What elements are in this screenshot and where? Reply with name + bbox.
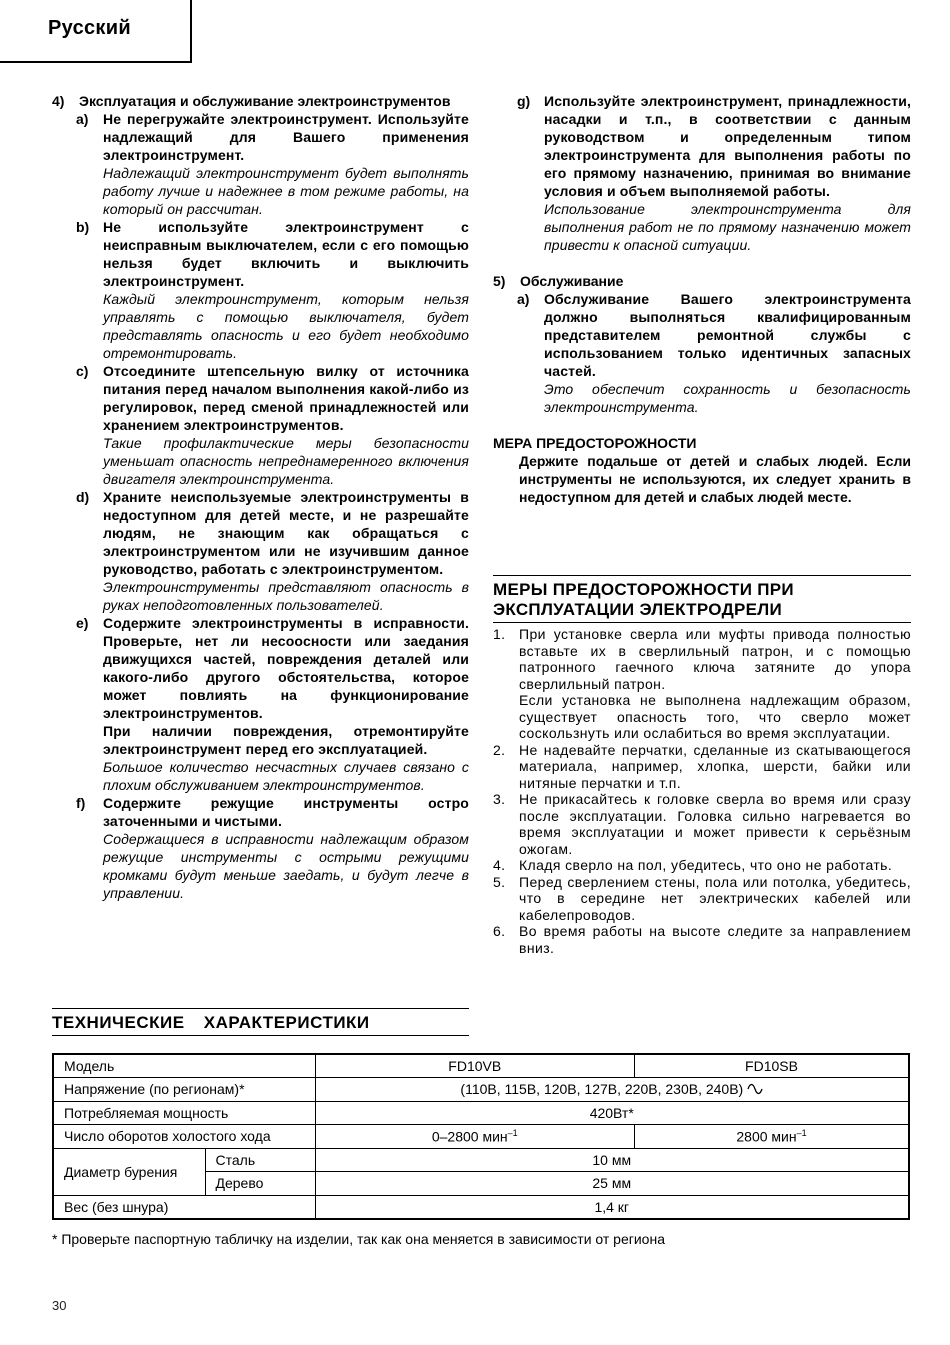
section-4-heading — [52, 92, 469, 110]
section-number: 4) — [52, 93, 65, 109]
left-column — [52, 92, 469, 902]
item-bold-text: Не перегружайте электроинструмент. Используйте надлежащий для Вашего применения электроинструмент. — [103, 111, 469, 163]
item-letter: d) — [76, 489, 90, 505]
table-cell: Напряжение (по регионам)* — [53, 1078, 315, 1102]
item-italic-text: Каждый электроинструмент, которым нельзя управлять с помощью выключателя, будет представлять опасность и его будет необходимо отремонтировать. — [103, 291, 469, 361]
table-row — [53, 1148, 909, 1172]
table-cell: 420Вт* — [315, 1101, 909, 1125]
table-cell — [315, 1078, 909, 1102]
table-cell: 1,4 кг — [315, 1195, 909, 1219]
language-tab — [0, 0, 192, 63]
table-row — [53, 1125, 909, 1149]
list-item — [493, 290, 911, 416]
item-letter: c) — [76, 363, 89, 379]
item-italic-text: Большое количество несчастных случаев связано с плохим обслуживанием электроинструментов. — [103, 759, 469, 793]
list-item — [52, 794, 469, 902]
specs-title: ТЕХНИЧЕСКИЕ ХАРАКТЕРИСТИКИ — [52, 1013, 370, 1032]
item-bold-text-2: При наличии повреждения, отремонтируйте электроинструмент перед его эксплуатацией. — [103, 723, 469, 757]
list-item — [493, 857, 911, 874]
item-text: При установке сверла или муфты привода полностью вставьте их в сверлильный патрон, и с помощью патронного гаечного ключа затяните до упора сверлильный патрон. — [519, 626, 911, 692]
section-5-heading — [493, 272, 911, 290]
table-row — [53, 1078, 909, 1102]
list-item — [493, 92, 911, 254]
list-item — [493, 626, 911, 742]
divider — [52, 1008, 469, 1009]
item-letter: a) — [517, 291, 530, 307]
list-item — [493, 874, 911, 924]
speed-value: 2800 мин — [736, 1128, 797, 1145]
item-text: Не прикасайтесь к головке сверла во время или сразу после эксплуатации. Головка сильно нагревается во время эксплуатации и может привести к серьёзным ожогам. — [519, 791, 911, 857]
item-text: Перед сверлением стены, пола или потолка, убедитесь, что в середине нет электрических кабелей или кабелепроводов. — [519, 873, 911, 923]
list-item — [52, 110, 469, 218]
table-row — [53, 1195, 909, 1219]
right-column — [493, 92, 911, 506]
list-item — [52, 488, 469, 614]
speed-value: 0–2800 мин — [431, 1128, 508, 1145]
item-letter: e) — [76, 615, 89, 631]
specs-table — [52, 1053, 910, 1220]
item-italic-text: Надлежащий электроинструмент будет выполнять работу лучше и надежнее в том режиме работы, на который он рассчитан. — [103, 165, 469, 217]
item-number: 5. — [493, 873, 506, 890]
item-bold-text: Используйте электроинструмент, принадлежности, насадки и т.п., в соответствии с данным руководством и определенным типом электроинструмента для выполнения работы по его прямому назначению, принимая во внимание условия и объем выполняемой работы. — [544, 93, 911, 199]
item-italic-text: Электроинструменты представляют опасность в руках неподготовленных пользователей. — [103, 579, 469, 613]
item-bold-text: Отсоедините штепсельную вилку от источника питания перед началом выполнения какой-либо из регулировок, перед сменой принадлежностей или хранением электроинструментов. — [103, 363, 469, 433]
table-cell — [635, 1125, 909, 1149]
item-bold-text: Содержите электроинструменты в исправности. Проверьте, нет ли несоосности или заедания движущихся частей, повреждения деталей или какого-либо другого обстоятельства, которое может повлиять на функционирование электроинструментов. — [103, 615, 469, 721]
item-text: Во время работы на высоте следите за направлением вниз. — [519, 923, 911, 956]
item-number: 6. — [493, 923, 506, 939]
item-italic-text: Содержащиеся в исправности надлежащим образом режущие инструменты с острыми режущими кромками будут меньше заедать, и будут легче в управлении. — [103, 831, 469, 901]
item-italic-text: Это обеспечит сохранность и безопасность электроинструмента. — [544, 381, 911, 415]
item-text-2: Если установка не выполнена надлежащим образом, существует опасность того, что сверло может соскользнуть или ослабиться во время эксплуатации. — [519, 692, 911, 741]
table-cell: FD10VB — [315, 1054, 635, 1078]
unit-superscript: –1 — [796, 1127, 807, 1138]
list-item — [52, 614, 469, 794]
section-title: Обслуживание — [520, 273, 624, 289]
list-item — [493, 923, 911, 956]
divider — [52, 1035, 469, 1036]
drill-safety-heading — [493, 580, 794, 620]
item-letter: a) — [76, 111, 89, 127]
item-bold-text: Обслуживание Вашего электроинструмента должно выполняться квалифицированным представителем ремонтной службы с использованием только идентичных запасных частей. — [544, 291, 911, 379]
item-letter: g) — [517, 93, 531, 109]
list-item — [493, 742, 911, 792]
ac-symbol-icon — [747, 1083, 763, 1095]
voltage-value: (110В, 115В, 120В, 127В, 220В, 230В, 240В) — [460, 1081, 744, 1098]
table-cell: Модель — [53, 1054, 315, 1078]
divider — [493, 575, 911, 576]
caution-body: Держите подальше от детей и слабых людей. Если инструменты не используются, их следует хранить в недоступном для детей и слабых людей месте. — [519, 453, 911, 505]
drill-heading-line-2: ЭКСПЛУАТАЦИИ ЭЛЕКТРОДРЕЛИ — [493, 600, 783, 619]
divider — [493, 622, 911, 623]
footnote: * Проверьте паспортную табличку на изделии, так как она меняется в зависимости от региона — [52, 1231, 665, 1247]
table-cell: 10 мм — [315, 1148, 909, 1172]
section-number: 5) — [493, 273, 506, 289]
item-text: Кладя сверло на пол, убедитесь, что оно не работать. — [519, 857, 893, 873]
caution-title: МЕРА ПРЕДОСТОРОЖНОСТИ — [493, 435, 697, 451]
item-bold-text: Содержите режущие инструменты остро заточенными и чистыми. — [103, 795, 469, 829]
list-item — [52, 362, 469, 488]
drill-safety-list — [493, 626, 911, 956]
section-title: Эксплуатация и обслуживание электроинструментов — [79, 93, 451, 109]
item-italic-text: Использование электроинструмента для выполнения работ не по прямому назначению может привести к опасной ситуации. — [544, 201, 911, 253]
table-row — [53, 1054, 909, 1078]
table-row — [53, 1101, 909, 1125]
item-text: Не надевайте перчатки, сделанные из скатывающегося материала, например, хлопка, шерсти, байки или нитяные перчатки и т.п. — [519, 741, 911, 791]
item-number: 1. — [493, 626, 506, 642]
table-cell: 25 мм — [315, 1172, 909, 1196]
item-number: 4. — [493, 857, 506, 873]
item-letter: f) — [76, 795, 86, 811]
table-cell: Потребляемая мощность — [53, 1101, 315, 1125]
table-cell: Диаметр бурения — [53, 1148, 205, 1195]
item-letter: b) — [76, 219, 90, 235]
unit-superscript: –1 — [507, 1127, 518, 1138]
item-number: 3. — [493, 791, 506, 807]
table-cell: Сталь — [205, 1148, 315, 1172]
table-cell — [315, 1125, 635, 1149]
item-bold-text: Не используйте электроинструмент с неисправным выключателем, если с его помощью нельзя будет включить и выключить электроинструмент. — [103, 219, 469, 289]
item-bold-text: Храните неиспользуемые электроинструменты в недоступном для детей месте, и не разрешайте людям, не знающим как обращаться с электроинструментом или не изучившим данное руководство, работать с электроинструментом. — [103, 489, 469, 577]
page-number: 30 — [52, 1298, 67, 1313]
table-cell: FD10SB — [635, 1054, 909, 1078]
list-item — [493, 791, 911, 857]
language-label: Русский — [48, 17, 131, 39]
table-cell: Число оборотов холостого хода — [53, 1125, 315, 1149]
item-italic-text: Такие профилактические меры безопасности уменьшат опасность непреднамеренного включения двигателя электроинструмента. — [103, 435, 469, 487]
drill-heading-line-1: МЕРЫ ПРЕДОСТОРОЖНОСТИ ПРИ — [493, 580, 794, 599]
table-cell: Дерево — [205, 1172, 315, 1196]
list-item — [52, 218, 469, 362]
table-cell: Вес (без шнура) — [53, 1195, 315, 1219]
item-number: 2. — [493, 741, 506, 758]
